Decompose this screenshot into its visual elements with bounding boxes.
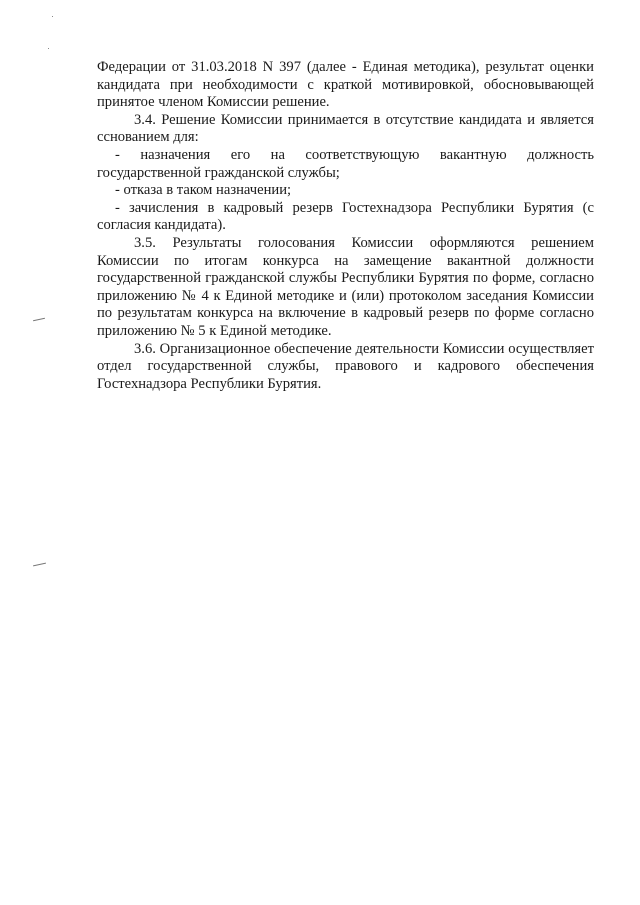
paragraph-3-6: 3.6. Организационное обеспечение деятельности Комиссии осуществляет отдел государственной службы, правового и кадрового обеспечения Гостехнадзора Республики Бурятия.	[97, 340, 594, 392]
paragraph-3-4: 3.4. Решение Комиссии принимается в отсутствие кандидата и является сснованием для:	[97, 111, 594, 146]
list-item-appointment: - назначения его на соответствующую вакантную должность государственной гражданской службы;	[97, 146, 594, 181]
paragraph-3-5: 3.5. Результаты голосования Комиссии оформляются решением Комиссии по итогам конкурса на замещение вакантной должности государственной гражданской службы Республики Бурятия по форме, согласно приложению № 4 к Единой методике и (или) протоколом заседания Комиссии по результатам конкурса на включение в кадровый резерв по форме согласно приложению № 5 к Единой методике.	[97, 234, 594, 339]
scan-speck	[48, 48, 49, 49]
paragraph-continuation: Федерации от 31.03.2018 N 397 (далее - Единая методика), результат оценки кандидата при необходимости с краткой мотивировкой, обосновывающей принятое членом Комиссии решение.	[97, 59, 594, 111]
scan-speck	[52, 16, 53, 17]
list-item-refusal: - отказа в таком назначении;	[115, 182, 292, 199]
hole-punch-mark	[33, 563, 46, 567]
hole-punch-mark	[33, 318, 45, 321]
list-item-reserve: - зачисления в кадровый резерв Гостехнадзора Республики Бурятия (с согласия кандидата).	[97, 199, 594, 234]
document-body	[97, 59, 594, 393]
